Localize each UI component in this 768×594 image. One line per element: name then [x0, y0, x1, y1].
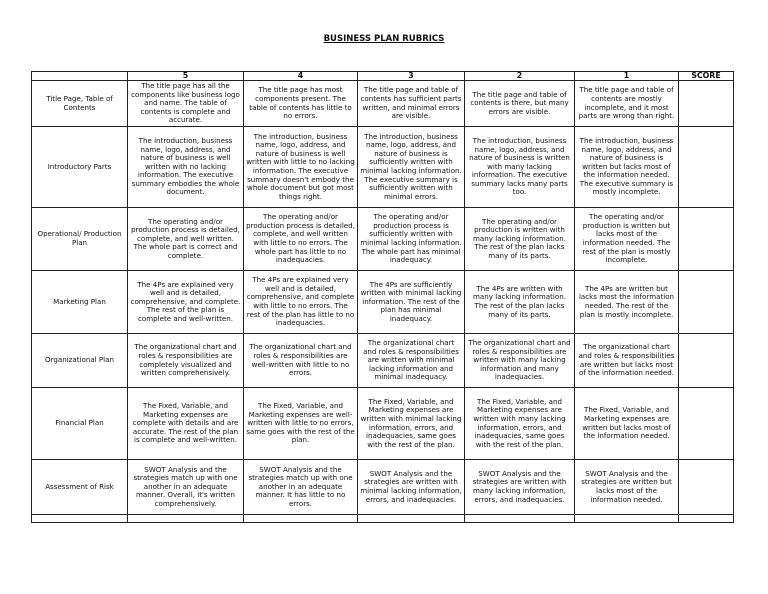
rubric-cell: SWOT Analysis and the strategies match up with one another in an adequate manner. Overall, it's written comprehensively. [128, 460, 244, 515]
empty-cell [244, 515, 358, 523]
score-cell[interactable] [679, 334, 734, 388]
rubric-cell: The title page and table of contents is there, but many errors are visible. [465, 81, 575, 127]
rubric-cell: The 4Ps are written with many lacking information. The rest of the plan lacks many of its parts. [465, 271, 575, 334]
score-cell[interactable] [679, 81, 734, 127]
empty-cell [575, 515, 679, 523]
rubric-cell: The introduction, business name, logo, address, and nature of business is well written with little to no lacking information. The executive summary doesn't embody the whole document but got most things right. [244, 127, 358, 208]
empty-cell [358, 515, 465, 523]
criterion-operational-plan: Operational/ Production Plan [32, 208, 128, 271]
rubric-cell: The introduction, business name, logo, address, and nature of business is written with many lacking information. The executive summary lacks many parts too. [465, 127, 575, 208]
document-title: BUSINESS PLAN RUBRICS [323, 34, 445, 44]
empty-cell [465, 515, 575, 523]
table-row [32, 81, 734, 127]
score-cell[interactable] [679, 127, 734, 208]
rubric-cell: The Fixed, Variable, and Marketing expenses are well-written with little to no errors, same goes with the rest of the plan. [244, 388, 358, 460]
rubric-cell: The Fixed, Variable, and Marketing expenses are written with minimal lacking information, errors, and inadequacies, same goes with the rest of the plan. [358, 388, 465, 460]
rubric-cell: The title page and table of contents are mostly incomplete, and it most parts are wrong than right. [575, 81, 679, 127]
table-row [32, 334, 734, 388]
rubric-cell: The introduction, business name, logo, address, and nature of business is sufficiently written with minimal lacking information. The executive summary is sufficiently written with minimal errors. [358, 127, 465, 208]
criterion-introductory-parts: Introductory Parts [32, 127, 128, 208]
score-cell[interactable] [679, 208, 734, 271]
header-score-1: 1 [575, 72, 679, 81]
criterion-organizational-plan: Organizational Plan [32, 334, 128, 388]
rubric-cell: The introduction, business name, logo, address, and nature of business is well written with no lacking information. The executive summary embodies the whole document. [128, 127, 244, 208]
table-row [32, 460, 734, 515]
score-cell[interactable] [679, 460, 734, 515]
rubric-cell: The Fixed, Variable, and Marketing expenses are written with many lacking information, errors, and inadequacies, same goes with the rest of the plan. [465, 388, 575, 460]
rubric-cell: The organizational chart and roles & responsibilities are well-written with little to no errors. [244, 334, 358, 388]
rubric-cell: The operating and/or production process is sufficiently written with minimal lacking information. The whole part has minimal inadequacy. [358, 208, 465, 271]
table-row [32, 127, 734, 208]
rubric-cell: SWOT Analysis and the strategies are written with many lacking information, errors, and inadequacies. [465, 460, 575, 515]
table-row-empty [32, 515, 734, 523]
criterion-title-page: Title Page, Table of Contents [32, 81, 128, 127]
rubric-cell: The organizational chart and roles & responsibilities are completely visualized and written comprehensively. [128, 334, 244, 388]
header-score-5: 5 [128, 72, 244, 81]
rubric-table [31, 71, 734, 523]
criterion-marketing-plan: Marketing Plan [32, 271, 128, 334]
rubric-cell: The title page and table of contents has sufficient parts written, and minimal errors are visible. [358, 81, 465, 127]
empty-cell [128, 515, 244, 523]
empty-cell[interactable] [679, 515, 734, 523]
rubric-cell: The operating and/or production is written with many lacking information. The rest of the plan lacks many of its parts. [465, 208, 575, 271]
table-row [32, 271, 734, 334]
rubric-cell: The introduction, business name, logo, address, and nature of business is written but lacks most of the information needed. The executive summary is mostly incomplete. [575, 127, 679, 208]
criterion-assessment-of-risk: Assessment of Risk [32, 460, 128, 515]
rubric-cell: The organizational chart and roles & responsibilities are written but lacks most of the information needed. [575, 334, 679, 388]
header-criterion [32, 72, 128, 81]
table-row [32, 388, 734, 460]
header-score-3: 3 [358, 72, 465, 81]
rubric-cell: The 4Ps are written but lacks most the information needed. The rest of the plan is mostly incomplete. [575, 271, 679, 334]
rubric-cell: SWOT Analysis and the strategies match up with one another in an adequate manner. It has little to no errors. [244, 460, 358, 515]
rubric-cell: The Fixed, Variable, and Marketing expenses are complete with details and are accurate. The rest of the plan is complete and well-written. [128, 388, 244, 460]
rubric-cell: The organizational chart and roles & responsibilities are written with minimal lacking information and minimal inadequacy. [358, 334, 465, 388]
rubric-cell: The Fixed, Variable, and Marketing expenses are written but lacks most of the information needed. [575, 388, 679, 460]
header-score: SCORE [679, 72, 734, 81]
rubric-cell: The organizational chart and roles & responsibilities are written with many lacking information and many inadequacies. [465, 334, 575, 388]
rubric-cell: The 4Ps are sufficiently written with minimal lacking information. The rest of the plan has minimal inadequacy. [358, 271, 465, 334]
rubric-cell: SWOT Analysis and the strategies are written but lacks most of the information needed. [575, 460, 679, 515]
header-row [32, 72, 734, 81]
rubric-cell: SWOT Analysis and the strategies are written with minimal lacking information, errors, and inadequacies. [358, 460, 465, 515]
table-row [32, 208, 734, 271]
header-score-2: 2 [465, 72, 575, 81]
rubric-cell: The 4Ps are explained very well and is detailed, comprehensive, and complete with little to no errors. The rest of the plan has little to no inadequacies. [244, 271, 358, 334]
criterion-financial-plan: Financial Plan [32, 388, 128, 460]
rubric-cell: The title page has all the components like business logo and name. The table of contents is complete and accurate. [128, 81, 244, 127]
header-score-4: 4 [244, 72, 358, 81]
rubric-cell: The operating and/or production process is detailed, complete, and well written with little to no errors. The whole part has little to no inadequacies. [244, 208, 358, 271]
rubric-cell: The 4Ps are explained very well and is detailed, comprehensive, and complete. The rest of the plan is complete and well-written. [128, 271, 244, 334]
empty-cell [32, 515, 128, 523]
rubric-cell: The operating and/or production process is detailed, complete, and well written. The whole part is correct and complete. [128, 208, 244, 271]
rubric-cell: The title page has most components present. The table of contents has little to no errors. [244, 81, 358, 127]
rubric-cell: The operating and/or production is written but lacks most of the information needed. The rest of the plan is mostly incomplete. [575, 208, 679, 271]
score-cell[interactable] [679, 271, 734, 334]
score-cell[interactable] [679, 388, 734, 460]
